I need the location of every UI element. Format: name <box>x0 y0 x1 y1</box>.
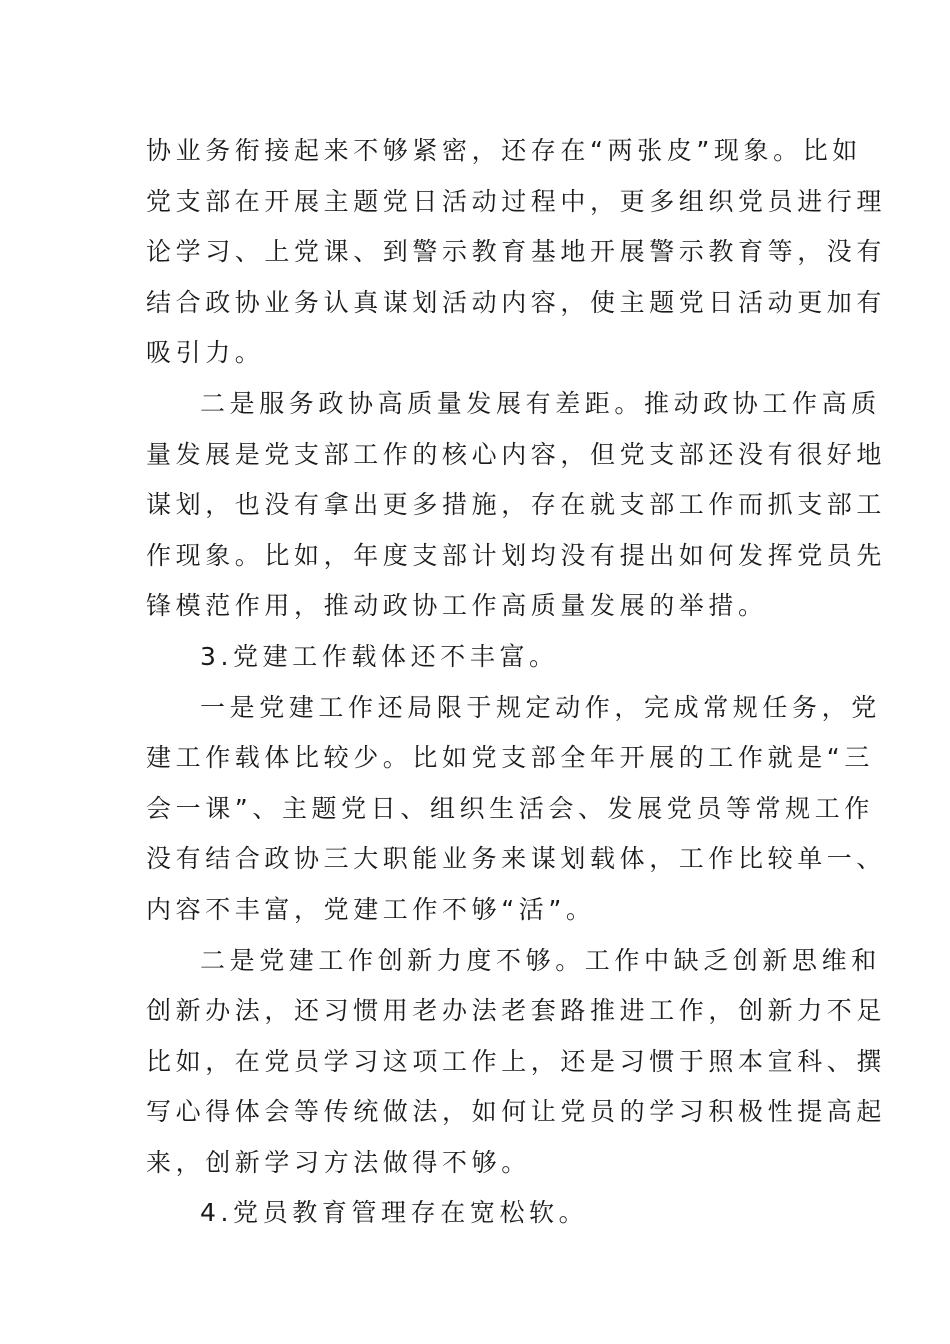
section-heading: 3.党建工作载体还不丰富。 <box>200 641 559 671</box>
text-line: 吸引力。 <box>146 338 265 368</box>
document-body <box>146 126 887 1239</box>
text-line: 写心得体会等传统做法，如何让党员的学习积极性提高起 <box>146 1097 887 1127</box>
text-line: 党支部在开展主题党日活动过程中，更多组织党员进行理 <box>146 186 887 216</box>
text-line: 结合政协业务认真谋划活动内容，使主题党日活动更加有 <box>146 287 887 317</box>
text-line: 论学习、上党课、到警示教育基地开展警示教育等，没有 <box>146 237 887 267</box>
text-line: 比如，在党员学习这项工作上，还是习惯于照本宣科、撰 <box>146 1046 887 1076</box>
paragraph-start-line: 一是党建工作还局限于规定动作，完成常规任务，党 <box>200 692 881 722</box>
text-line: 会一课”、主题党日、组织生活会、发展党员等常规工作 <box>146 793 874 823</box>
text-line: 建工作载体比较少。比如党支部全年开展的工作就是“三 <box>146 743 874 773</box>
text-line: 来，创新学习方法做得不够。 <box>146 1147 531 1177</box>
paragraph-start-line: 二是服务政协高质量发展有差距。推动政协工作高质 <box>200 388 881 418</box>
paragraph-start-line: 二是党建工作创新力度不够。工作中缺乏创新思维和 <box>200 945 881 975</box>
text-line: 谋划，也没有拿出更多措施，存在就支部工作而抓支部工 <box>146 490 887 520</box>
text-line: 内容不丰富，党建工作不够“活”。 <box>146 894 596 924</box>
text-line: 没有结合政协三大职能业务来谋划载体，工作比较单一、 <box>146 844 887 874</box>
text-line: 作现象。比如，年度支部计划均没有提出如何发挥党员先 <box>146 540 887 570</box>
text-line: 量发展是党支部工作的核心内容，但党支部还没有很好地 <box>146 439 887 469</box>
text-line: 协业务衔接起来不够紧密，还存在“两张皮”现象。比如 <box>146 136 862 165</box>
section-heading: 4.党员教育管理存在宽松软。 <box>200 1198 589 1228</box>
text-line: 锋模范作用，推动政协工作高质量发展的举措。 <box>146 591 768 621</box>
text-line: 创新办法，还习惯用老办法老套路推进工作，创新力不足 <box>146 996 887 1026</box>
